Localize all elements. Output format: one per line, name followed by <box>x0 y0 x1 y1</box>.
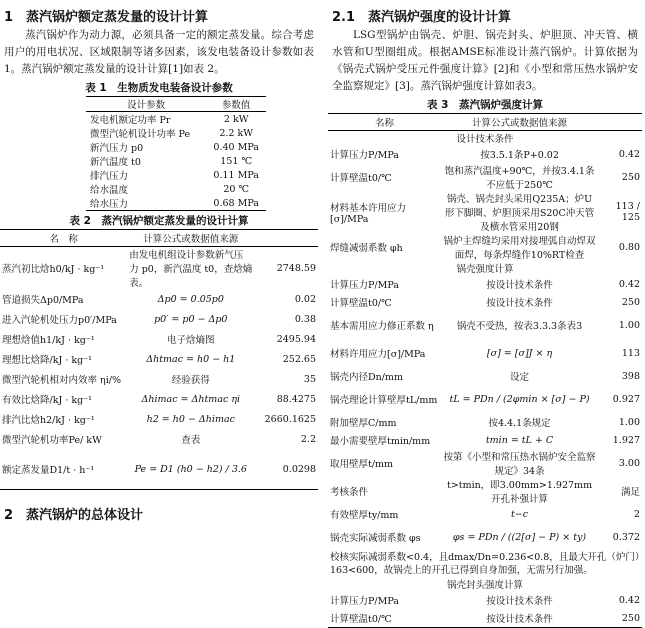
section-1-paragraph: 蒸汽锅炉作为动力源，必须具备一定的额定蒸发量。综合考虑用户的用电状况、区域限制等诸多因素，该发电装备设计参数如表 1。蒸汽锅炉额定蒸发量的设计计算[1]如表 2。 <box>4 29 314 75</box>
row-formula: [σ] = [σ]J × η <box>486 347 553 359</box>
table-3-header: 计算公式或数据值来源 <box>441 114 598 131</box>
param-name: 给水温度 <box>90 185 129 196</box>
row-formula: 按第《小型和常压热水锅炉安全监察规定》34条 <box>443 452 596 477</box>
table-row <box>0 289 318 309</box>
table-row <box>0 429 318 449</box>
section-2-1-heading: 2.1 蒸汽锅炉强度的设计计算 <box>332 10 512 25</box>
table-row <box>0 349 318 369</box>
row-name: 计算压力P/MPa <box>330 596 399 607</box>
row-formula: tL = PDn / (2φmin × [σ] − P) <box>449 393 590 405</box>
table-row <box>0 389 318 409</box>
table-row <box>0 309 318 329</box>
param-value: 20 ℃ <box>223 183 250 195</box>
row-value: 250 <box>621 296 640 308</box>
row-value: 2748.59 <box>276 262 316 274</box>
param-value: 2 kW <box>223 113 249 125</box>
row-formula: 饱和蒸汽温度+90℃，并按3.4.1条不应低于250℃ <box>444 166 595 191</box>
row-formula: 由发电机组设计参数新气压力 p0，新汽温度 t0，查焓熵表。 <box>129 250 253 289</box>
row-value: 1.00 <box>618 416 640 428</box>
row-value: 252.65 <box>282 353 316 365</box>
row-value: 满足 <box>620 487 640 498</box>
row-value: 113 <box>621 347 640 359</box>
row-value: 1.00 <box>618 319 640 331</box>
param-value: 0.68 MPa <box>206 196 266 211</box>
row-name: 理想比焓降/kJ · kg⁻¹ <box>2 355 92 366</box>
row-formula: 经验获得 <box>171 375 210 386</box>
row-value: 113 / 125 <box>615 201 640 223</box>
table-2-caption: 表 2 蒸汽锅炉额定蒸发量的设计计算 <box>69 215 249 227</box>
row-value: 88.4275 <box>276 393 316 405</box>
row-value: 3.00 <box>618 457 640 469</box>
table-row <box>328 275 642 293</box>
table-row <box>328 449 642 477</box>
table-row <box>86 196 266 211</box>
row-name: 微型汽轮机相对内效率 ηi/% <box>2 375 121 386</box>
table-3-subheading: 锅壳强度计算 <box>456 264 514 275</box>
row-value: 0.02 <box>294 293 316 305</box>
table-row <box>86 112 266 127</box>
table-3-header <box>598 114 642 131</box>
row-formula: 查表 <box>181 435 201 446</box>
table-row <box>328 191 642 233</box>
row-name: 有效比焓降/kJ · kg⁻¹ <box>2 395 92 406</box>
row-formula: 锅壳不受热，按表3.3.3条表3 <box>456 321 583 332</box>
row-formula: 锅炉主焊缝均采用对接埋弧自动焊双面焊，每条焊缝作10%RT检查 <box>443 236 596 261</box>
row-name: 有效壁厚ty/mm <box>330 510 399 521</box>
table-row <box>86 140 266 154</box>
table-1-header: 设计参数 <box>86 97 206 112</box>
param-value: 151 ℃ <box>220 155 253 167</box>
table-row <box>328 609 642 628</box>
table-row <box>86 126 266 140</box>
row-value: 0.0298 <box>254 449 318 490</box>
row-name: 材料基本许用应力[σ]/MPa <box>330 202 407 225</box>
row-name: 蒸汽初比焓h0/kJ · kg⁻¹ <box>2 264 105 275</box>
row-formula: 按设计技术条件 <box>486 596 553 607</box>
row-name: 最小需要壁厚tmin/mm <box>330 436 431 447</box>
row-name: 考核条件 <box>330 487 369 498</box>
row-name: 微型汽轮机功率Pe/ kW <box>2 435 102 446</box>
row-name: 取用壁厚t/mm <box>330 459 394 470</box>
table-3-header: 名称 <box>328 114 441 131</box>
row-formula: Δp0 = 0.05p0 <box>157 293 224 305</box>
row-name: 计算压力P/MPa <box>330 280 399 291</box>
table-2-header: 名 称 <box>0 230 127 247</box>
row-name: 计算压力P/MPa <box>330 150 399 161</box>
table-1 <box>86 96 266 211</box>
row-value: 0.42 <box>618 594 640 606</box>
row-value: 2495.94 <box>276 333 316 345</box>
table-row <box>328 367 642 385</box>
row-name: 额定蒸发量D1/t · h⁻¹ <box>0 449 127 490</box>
section-2-heading: 2 蒸汽锅炉的总体设计 <box>4 508 144 523</box>
table-row <box>328 523 642 551</box>
table-row <box>0 449 318 490</box>
table-row <box>328 145 642 163</box>
row-value: 0.80 <box>618 241 640 253</box>
row-value: 0.38 <box>294 313 316 325</box>
row-formula: 按3.5.1条P+0.02 <box>480 150 559 161</box>
table-row <box>86 182 266 196</box>
row-formula: 按设计技术条件 <box>441 609 598 628</box>
row-formula: Pe = D1 (h0 − h2) / 3.6 <box>127 449 254 490</box>
table-row <box>328 431 642 449</box>
row-value: 1.927 <box>612 434 640 446</box>
table-row <box>86 154 266 168</box>
table-row <box>0 409 318 429</box>
table-3 <box>328 113 642 628</box>
row-name: 计算壁温t0/℃ <box>328 609 441 628</box>
row-formula: Δhtmac = h0 − h1 <box>146 353 236 365</box>
row-formula: t−c <box>510 508 529 520</box>
param-name: 新汽压力 p0 <box>90 143 144 154</box>
row-formula: 电子焓熵图 <box>167 335 215 346</box>
param-value: 0.40 MPa <box>213 141 259 153</box>
table-row <box>328 339 642 367</box>
table-row <box>328 413 642 431</box>
param-name: 微型汽轮机设计功率 Pe <box>90 129 191 140</box>
row-name: 计算壁温t0/℃ <box>330 298 392 309</box>
row-value: 0.42 <box>618 148 640 160</box>
row-name: 锅壳内径Dn/mm <box>330 372 403 383</box>
table-row <box>328 311 642 339</box>
table-1-header: 参数值 <box>206 97 266 112</box>
table-row <box>328 293 642 311</box>
table-3-subheading: 锅壳封头强度计算 <box>446 580 523 591</box>
param-name: 发电机额定功率 Pr <box>90 115 171 126</box>
row-value: 2.2 <box>300 433 316 445</box>
row-value: 2 <box>633 508 640 520</box>
row-formula: φs = PDn / ((2[σ] − P) × ty) <box>452 531 587 543</box>
row-formula: 按设计技术条件 <box>486 298 553 309</box>
table-2-header: 计算公式或数据值来源 <box>127 230 254 247</box>
param-name: 给水压力 <box>86 196 206 211</box>
row-value: 35 <box>303 373 316 385</box>
row-value: 0.927 <box>612 393 640 405</box>
row-value: 250 <box>621 171 640 183</box>
section-2-1-paragraph: LSG型锅炉由锅壳、炉胆、锅壳封头、炉胆顶、冲天管、横水管和U型圈组成。根据AMSE标准设计蒸汽锅炉。计算依据为《锅壳式锅炉受压元件强度计算》[2]和《小型和常压热水锅炉安全监察规定》[3]。蒸汽锅炉强度计算如表3。 <box>332 29 638 92</box>
row-formula: 设定 <box>510 372 530 383</box>
table-2 <box>0 229 318 490</box>
row-formula: tmin = tL + C <box>485 434 554 446</box>
row-formula: 按4.4.1条规定 <box>488 418 551 429</box>
table-row <box>328 163 642 191</box>
row-name: 材料许用应力[σ]/MPa <box>330 349 426 360</box>
row-value: 0.372 <box>612 531 640 543</box>
table-row <box>328 591 642 609</box>
row-value: 398 <box>621 370 640 382</box>
param-value: 0.11 MPa <box>213 169 259 181</box>
table-row <box>0 247 318 290</box>
row-value: 0.42 <box>618 278 640 290</box>
row-formula: 按设计技术条件 <box>486 280 553 291</box>
table-row <box>328 477 642 505</box>
param-name: 新汽温度 t0 <box>90 157 141 168</box>
row-name: 焊缝减弱系数 φh <box>330 243 403 254</box>
table-1-caption: 表 1 生物质发电装备设计参数 <box>85 82 233 94</box>
row-formula: t>tmin，即3.00mm>1.927mm 开孔补强计算 <box>446 480 593 505</box>
param-name: 排汽压力 <box>90 171 129 182</box>
left-column <box>0 0 318 525</box>
table-row <box>0 369 318 389</box>
row-name: 基本需用应力修正系数 η <box>330 321 434 332</box>
table-3-caption: 表 3 蒸汽锅炉强度计算 <box>427 99 543 111</box>
table-row <box>0 329 318 349</box>
row-formula: h2 = h0 − Δhimac <box>146 413 235 425</box>
row-formula: p0′ = p0 − Δp0 <box>154 313 228 325</box>
row-formula: 锅壳、锅壳封头采用Q235A；炉U形下脚圈、炉胆顶采用S20C冲天管及横水管采用20钢 <box>444 194 595 233</box>
row-name: 理想焓值h1/kJ · kg⁻¹ <box>2 335 95 346</box>
row-name: 计算壁温t0/℃ <box>330 173 392 184</box>
row-name: 锅壳实际减弱系数 φs <box>330 533 421 544</box>
table-row <box>86 168 266 182</box>
row-value: 250 <box>598 609 642 628</box>
section-1-heading: 1 蒸汽锅炉额定蒸发量的设计计算 <box>4 10 209 25</box>
row-name: 附加壁厚C/mm <box>330 418 397 429</box>
row-name: 进入汽轮机处压力p0′/MPa <box>2 315 117 326</box>
table-row <box>328 505 642 523</box>
param-value: 2.2 kW <box>219 127 254 139</box>
row-name: 排汽比焓h2/kJ · kg⁻¹ <box>2 415 95 426</box>
right-column <box>328 0 642 628</box>
table-row <box>328 385 642 413</box>
table-3-note: 校核实际减弱系数<0.4，且dmax/Dn=0.236<0.8，且最大开孔（炉门）163<600，故锅壳上的开孔已得到自身加强，无需另行加强。 <box>330 552 640 576</box>
row-name: 锅壳理论计算壁厚tL/mm <box>330 395 438 406</box>
table-2-header <box>254 230 318 247</box>
row-value: 2660.1625 <box>264 413 316 425</box>
table-3-subheading: 设计技术条件 <box>456 134 514 145</box>
row-name: 管道损失Δp0/MPa <box>2 295 84 306</box>
row-formula: Δhimac = Δhtmac ηi <box>141 393 241 405</box>
table-row <box>328 233 642 261</box>
